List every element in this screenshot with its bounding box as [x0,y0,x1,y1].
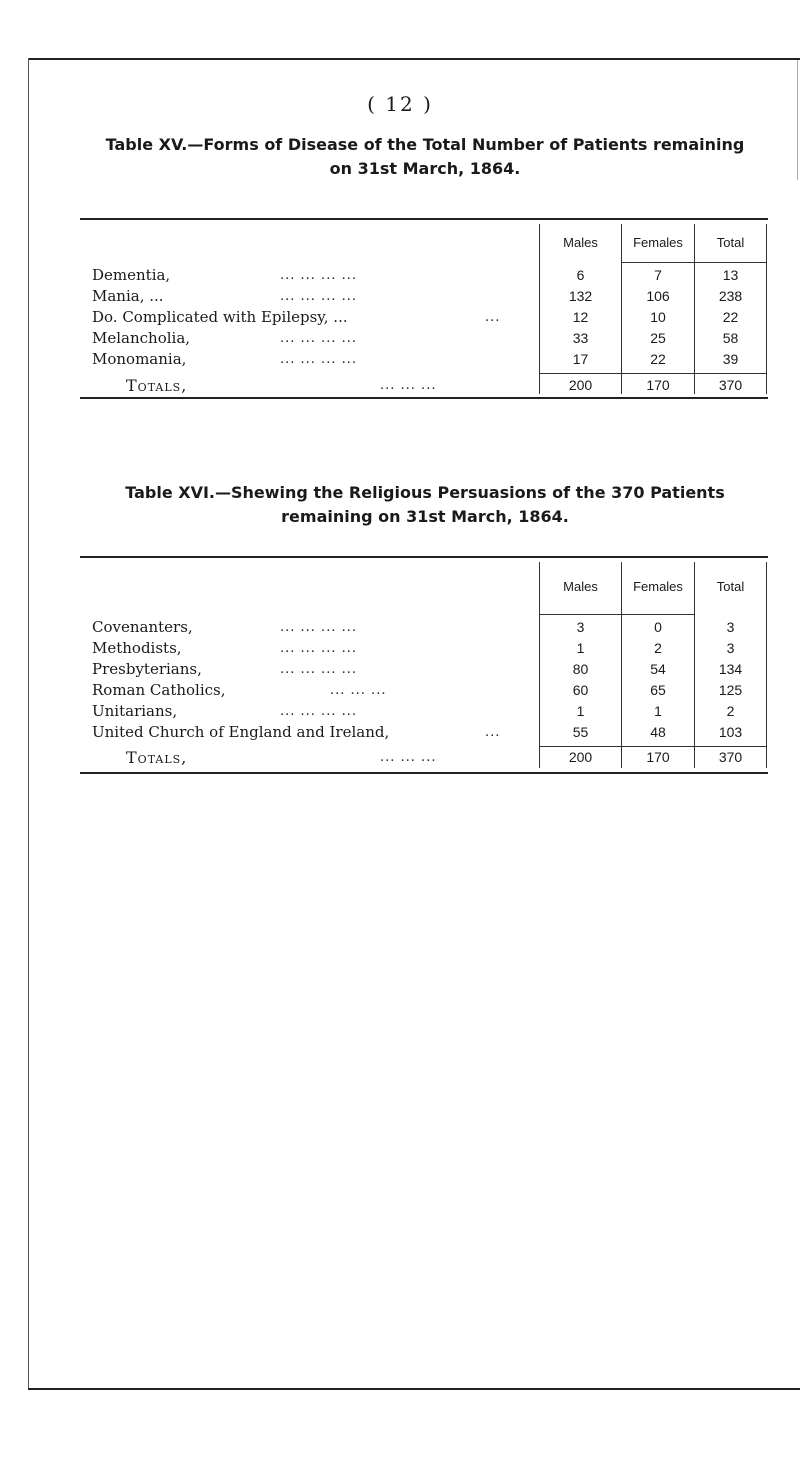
cell-males: 1 [576,640,585,656]
row-label: Presbyterians, [92,660,202,678]
leader-dots: ... [485,725,501,740]
leader-dots: ... ... ... [380,750,437,765]
total-females: 170 [646,749,670,765]
table-xvi [80,556,768,774]
header-rule [621,262,766,263]
total-males: 200 [568,749,593,765]
table-row [80,701,768,722]
table-row [80,349,768,370]
table-row [80,265,768,286]
page-frame-top-rule [28,58,800,60]
header-males: Males [563,235,598,250]
page-frame-right-rule [797,60,798,180]
table-xv-title [80,133,770,181]
cell-females: 106 [646,288,670,304]
cell-males: 3 [576,619,585,635]
row-label: United Church of England and Ireland, [92,723,390,741]
header-total: Total [716,235,745,250]
sum-rule [540,373,766,374]
header-males: Males [563,579,598,594]
leader-dots: ... ... ... ... [280,268,357,283]
leader-dots: ... ... ... ... [280,331,357,346]
cell-total: 238 [718,288,743,304]
cell-total: 103 [718,724,743,740]
total-total: 370 [718,377,743,393]
leader-dots: ... [485,310,501,325]
cell-males: 6 [576,267,585,283]
table-xvi-title-line2: remaining on 31st March, 1864. [281,507,569,526]
cell-total: 2 [726,703,735,719]
leader-dots: ... ... ... ... [280,620,357,635]
cell-total: 3 [726,640,735,656]
cell-females: 25 [650,330,666,346]
row-label: Roman Catholics, [92,681,226,699]
cell-females: 10 [650,309,666,325]
table-row [80,722,768,743]
cell-females: 0 [654,619,662,635]
cell-females: 48 [650,724,666,740]
table-xv-title-line2: on 31st March, 1864. [329,159,521,178]
cell-females: 2 [654,640,662,656]
table-row [80,328,768,349]
table-xvi-title-line1: Table XVI.—Shewing the Religious Persuasions of the 370 Patients [125,483,725,502]
row-label: Mania, ... [92,287,164,305]
row-label: Monomania, [92,350,187,368]
cell-females: 7 [654,267,662,283]
cell-males: 33 [572,330,589,346]
cell-males: 80 [572,661,589,677]
cell-total: 134 [718,661,743,677]
row-label: Covenanters, [92,618,193,636]
header-rule [540,614,694,615]
cell-females: 54 [650,661,666,677]
header-females: Females [633,579,683,594]
cell-total: 58 [722,330,739,346]
row-label: Do. Complicated with Epilepsy, ... [92,308,348,326]
cell-males: 1 [576,703,585,719]
table-xvi-title [80,481,770,529]
header-total: Total [716,579,745,594]
cell-males: 17 [572,351,589,367]
table-row [80,659,768,680]
cell-females: 1 [654,703,662,719]
total-females: 170 [646,377,670,393]
row-label: Dementia, [92,266,171,284]
totals-row [80,375,768,396]
table-row [80,286,768,307]
totals-label: Totals, [126,748,188,767]
cell-total: 22 [722,309,739,325]
leader-dots: ... ... ... ... [280,662,357,677]
table-row [80,638,768,659]
page-frame-left-rule [28,58,29,1388]
cell-males: 132 [568,288,593,304]
cell-females: 22 [650,351,666,367]
leader-dots: ... ... ... ... [280,352,357,367]
cell-total: 3 [726,619,735,635]
total-males: 200 [568,377,593,393]
row-label: Melancholia, [92,329,191,347]
cell-females: 65 [650,682,666,698]
cell-total: 39 [722,351,739,367]
row-label: Methodists, [92,639,182,657]
leader-dots: ... ... ... ... [280,704,357,719]
cell-males: 60 [572,682,589,698]
cell-males: 55 [572,724,589,740]
cell-total: 13 [722,267,739,283]
leader-dots: ... ... ... [380,378,437,393]
header-females: Females [633,235,683,250]
leader-dots: ... ... ... [330,683,387,698]
cell-total: 125 [718,682,743,698]
total-total: 370 [718,749,743,765]
cell-males: 12 [572,309,589,325]
leader-dots: ... ... ... ... [280,641,357,656]
table-row [80,307,768,328]
table-xv-title-line1: Table XV.—Forms of Disease of the Total Number of Patients remaining [105,135,745,154]
leader-dots: ... ... ... ... [280,289,357,304]
table-row [80,680,768,701]
totals-row [80,747,768,768]
page-number: ( 12 ) [367,92,433,116]
page-frame-bottom-rule [28,1388,800,1390]
row-label: Unitarians, [92,702,178,720]
totals-label: Totals, [126,376,188,395]
table-xv [80,218,768,399]
table-row [80,617,768,638]
